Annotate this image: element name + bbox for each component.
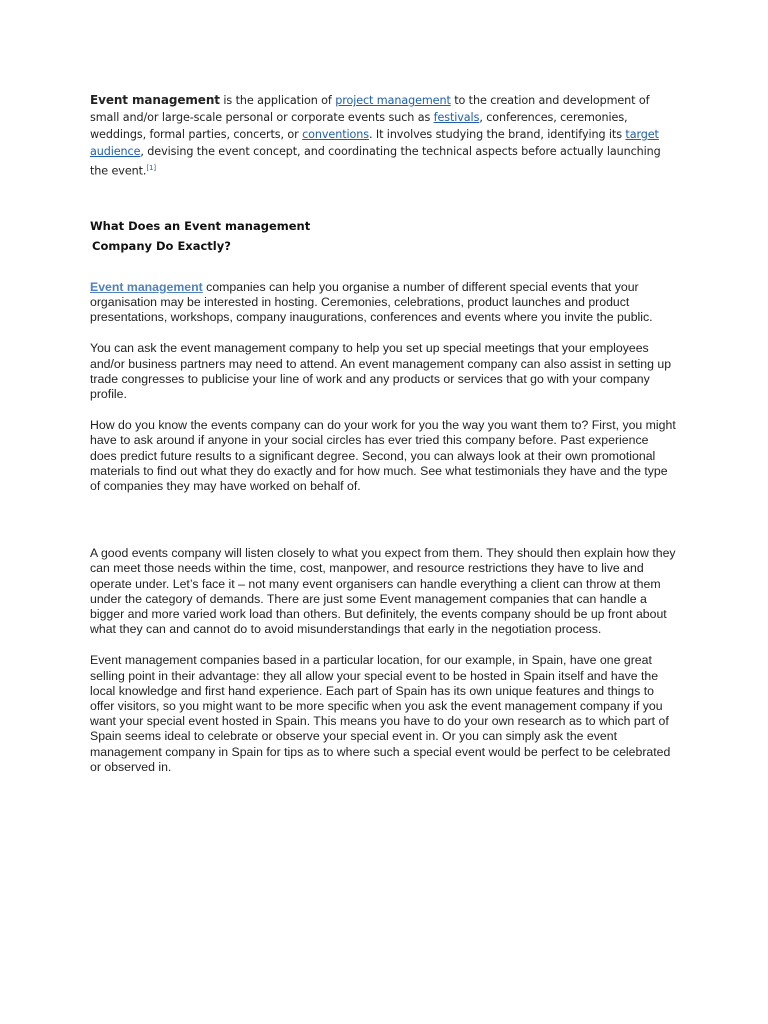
- event-management-link[interactable]: Event management: [90, 279, 203, 294]
- intro-text-5: , devising the event concept, and coordinating the technical aspects before actually launching the event.: [90, 145, 661, 178]
- project-management-link[interactable]: project management: [335, 94, 451, 107]
- paragraph-5: Event management companies based in a particular location, for our example, in Spain, have one great selling point in their advantage: they all allow your special event to be hosted in Spain itself and have the local knowledge and first hand experience. Each part of Spain has its own unique features and things to offer visitors, so you might want to be more specific when you ask the event management company if you want your special event hosted in Spain. This means you have to do your own research as to which part of Spain seems ideal to celebrate or observe your special event in. Or you can simply ask the event management company in Spain for tips as to where such a special event would be perfect to be celebrated or observed in.: [90, 653, 671, 774]
- conventions-link[interactable]: conventions: [302, 128, 369, 141]
- citation-link[interactable]: [1]: [146, 164, 156, 172]
- section-heading: [90, 216, 678, 256]
- heading-line-1: What Does an Event management: [90, 218, 311, 233]
- paragraph-2: You can ask the event management company to help you set up special meetings that your employees and/or business partners may need to attend. An event management company can also assist in setting up trade congresses to publicise your line of work and any products or services that go with your company profile.: [90, 341, 672, 401]
- document-page: [90, 92, 678, 791]
- heading-line-2: Company Do Exactly?: [92, 238, 231, 253]
- paragraph-4: A good events company will listen closely to what you expect from them. They should then explain how they can meet those needs within the time, cost, manpower, and resource restrictions they have to live and operate under. Let’s face it – not many event organisers can handle everything a client can throw at them under the category of demands. There are just some Event management companies that can handle a bigger and more varied work load than others. But definitely, the events company should be up front about what they can and cannot do to avoid misunderstandings that early in the negotiation process.: [90, 546, 676, 637]
- intro-text-1: is the application of: [219, 94, 336, 107]
- festivals-link[interactable]: festivals: [433, 111, 480, 124]
- intro-paragraph: [90, 92, 678, 180]
- paragraph-1-text: companies can help you organise a number of different special events that your organisation may be interested in hosting. Ceremonies, celebrations, product launches and product presentations, workshops, company inaugurations, conferences and events where you invite the public.: [90, 279, 653, 325]
- intro-term: Event management: [90, 93, 220, 107]
- paragraph-1: [90, 280, 678, 326]
- intro-text-4: . It involves studying the brand, identifying its: [368, 128, 626, 141]
- intro-text-2: to the creation and development of small and/or large-scale personal or corporate events such as: [90, 94, 650, 124]
- blank-space: [90, 510, 678, 546]
- target-audience-link[interactable]: target audience: [90, 128, 659, 158]
- intro-text-3: , conferences, ceremonies, weddings, formal parties, concerts, or: [90, 111, 628, 141]
- paragraph-3: How do you know the events company can do your work for you the way you want them to? First, you might have to ask around if anyone in your social circles has ever tried this company before. Past experience does predict future results to a significant degree. Second, you can always look at their own promotional materials to find out what they do exactly and for how much. See what testimonials they have and the type of companies they may have worked on behalf of.: [90, 418, 676, 493]
